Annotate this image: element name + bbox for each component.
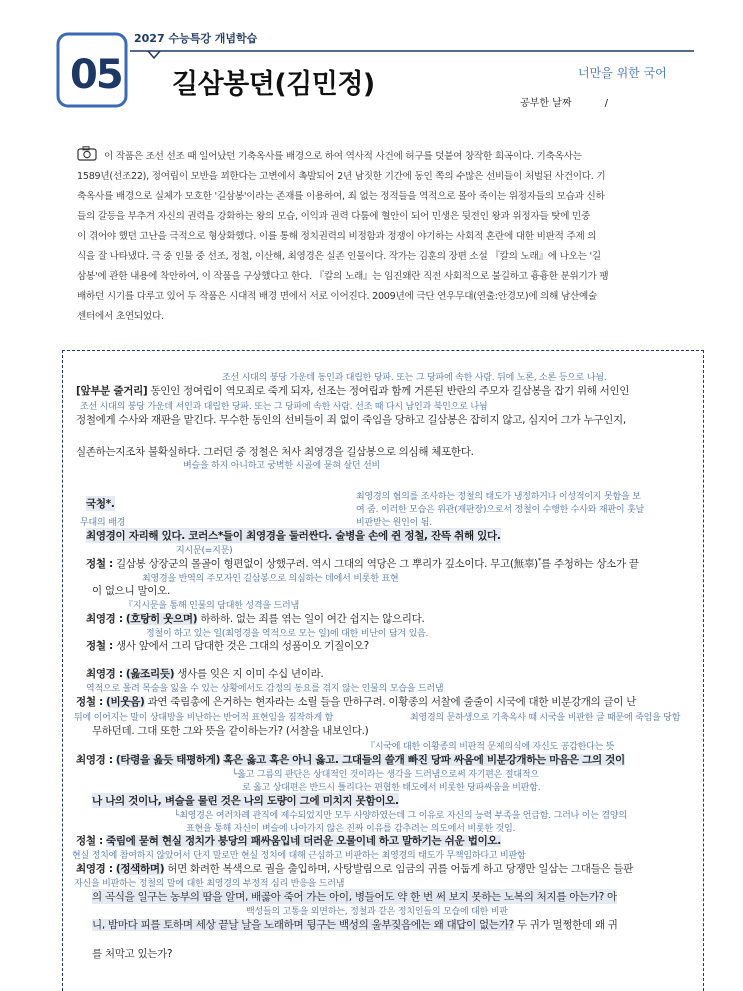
intro-line: 들의 갈등을 부추겨 자신의 권력을 강화하는 왕의 모습, 이익과 권력 다툼에 혈안이 되어 민생은 뒷전인 왕과 위정자들 탓에 민중 [77,211,591,222]
annotation [174,808,627,821]
footnote-mark: * [537,556,542,565]
annotation: 조선 시대의 붕당 가운데 서인과 대립한 당파. 또는 그 당파에 속한 사람. 선조 때 다시 남인과 북인으로 나뉨 [80,402,488,412]
annotation-bracket: └ [232,770,238,780]
annotation [232,767,539,780]
dialogue-line [76,861,633,876]
annotation: 뒤에 이어지는 말이 상대방을 비난하는 반어적 표현임을 짐작하게 함 [74,713,334,723]
stage-direction: (정색하며) [115,863,165,875]
intro-line: 1589년(선조22), 정여립이 모반을 꾀한다는 고변에서 촉발되어 2년 남짓한 기간에 동인 쪽의 수많은 선비들이 처벌된 사건이다. 기 [77,171,606,182]
dialogue-text: 를 주청하는 상소가 끝 [541,558,639,570]
intro-line: 이 겪어야 했던 고난을 극적으로 형상화했다. 이를 통해 정치권력의 비정함과 정쟁이 야기하는 사회적 혼란에 대한 비판적 주제 의 [77,231,597,242]
summary-line: 실존하는지조차 불확실하다. 그러던 중 정철은 처사 최영경을 길삼봉으로 의심해 체포한다. [76,446,474,458]
dialogue-line: 나 나의 것이나, 벼슬을 물린 것은 나의 도량이 그에 미치지 못함이오. [92,795,399,807]
series-label: 2027 수능특강 개념학습 [134,32,258,45]
dialogue-text: 하하하. 없는 죄를 엮는 일이 여간 쉽지는 않으리다. [200,613,425,625]
dialogue-line: 이 없으니 말이오. [92,585,171,597]
speaker: 정철 : [76,696,103,708]
annotation [124,598,299,611]
dialogue-line: 를 처막고 있는가? [92,948,173,960]
dialogue-text: 허면 화려한 복색으로 궐을 출입하며, 사탕발림으로 임금의 귀를 어둡게 하고 당쟁만 일삼는 그대들은 들판 [167,863,634,875]
intro-line: 삼봉'에 관한 내용에 착안하여, 이 작품을 구상했다고 한다. 『칼의 노래』는 임진왜란 직전 사회적으로 불길하고 흉흉한 분위기가 팽 [77,271,609,282]
annotation-bracket: 『 [124,601,133,611]
stage-direction: 최영경이 자리해 있다. 코러스*들이 최영경을 둘러싼다. 술병을 손에 쥔 정철, 잔뜩 취해 있다. [86,530,501,542]
brand-label: 너만을 위한 국어 [578,66,667,80]
stage-direction: (서찰을 내보인다.) [285,725,369,737]
annotation: 최영경의 문하생으로 기축옥사 때 시국을 비판한 글 때문에 죽임을 당함 [410,713,681,723]
speaker: 최영경 : [76,863,113,875]
dialogue-text: 생사를 잊은 지 이미 수십 년이라. [177,668,324,680]
annotation-text: 최영경은 여러차례 관직에 제수되었지만 모두 사양하였는데 그 이유로 자신의 능력 부족을 언급함. 그러나 이는 겸양의 [179,811,627,821]
intro-line: 식을 잘 나타냈다. 극 중 인물 중 선조, 정철, 이산해, 최영경은 실존 인물이다. 작가는 김훈의 장편 소설 『칼의 노래』에 나오는 '길 [77,251,601,262]
dialogue-line [92,723,368,738]
speaker: 최영경 : [86,668,123,680]
annotation-bracket: 『 [366,742,375,752]
summary-text: 동인인 정여립이 역모죄로 죽게 되자, 선조는 정여립과 함께 거론된 반란의 주모자 길삼봉을 잡기 위해 서인인 [150,385,630,397]
annotation: 역적으로 몰려 목숨을 잃을 수 있는 상황에서도 감정의 동요를 겪지 않는 인물의 모습을 드러냄 [86,684,444,694]
dialogue-text: 죽림에 묻혀 현실 정치가 붕당의 패싸움입네 더러운 오물이네 하고 말하기는 쉬운 법이오. [106,835,501,847]
annotation: 무대의 배경 [80,518,126,528]
annotation: 정철이 하고 있는 일(최영경을 역적으로 모는 일)에 대한 비난이 담겨 있음. [146,629,429,639]
dialogue-text: 생사 앞에서 그리 담대한 것은 그대의 성품이오 기질이오? [116,640,369,652]
dialogue-text: 니, 밤마다 피를 토하며 세상 끝날 날을 노래하며 뒹구는 백성의 울부짖음에는 왜 대답이 없는가? [92,919,514,931]
speaker: 정철 : [76,835,103,847]
dialogue-line [86,666,323,681]
dialogue-text: 무하던데. 그대 또한 그와 뜻을 같이하는가? [92,725,283,737]
annotation-text: 지시문을 통해 인물의 담대한 성격을 드러냄 [132,601,300,611]
dialogue-line [76,833,501,848]
intro-line: 센터에서 초연되었다. [77,311,164,322]
annotation: 표현을 통해 자신이 벼슬에 나아가지 않은 진짜 이유를 감추려는 의도에서 비롯한 것임. [186,824,516,834]
stage-direction: (읊조리듯) [125,668,175,680]
study-date-sep: / [604,98,609,109]
annotation: 비판받는 원인이 됨. [356,518,432,528]
dialogue-text: 과연 죽림총에 은거하는 현자라는 소릴 들을 만하구려. 이황종의 서찰에 줄줄이 시국에 대한 비분강개의 글이 난 [147,696,637,708]
intro-line: 이 작품은 조선 선조 때 일어났던 기축옥사를 배경으로 하여 역사적 사건에 허구를 덧붙여 창작한 희곡이다. 기축옥사는 [104,151,582,162]
annotation: 조선 시대의 붕당 가운데 동인과 대립한 당파. 또는 그 당파에 속한 사람. 뒤에 노론, 소론 등으로 나뉨. [222,373,607,383]
annotation: 최영경의 혐의를 조사하는 정철의 태도가 냉정하거나 이성적이지 못함을 보 [356,492,641,502]
study-date-label: 공부한 날짜 [520,98,572,109]
page-title: 길삼봉뎐(김민정) [172,69,375,100]
lesson-number-text: 05 [70,52,122,98]
annotation [366,739,614,752]
dialogue-line [86,638,369,653]
lesson-number [70,52,122,98]
stage-direction: (비웃음) [106,696,145,708]
intro-line: 배하던 시기를 다루고 있어 두 작품은 시대적 배경 면에서 서로 이어진다. 2009년에 극단 연우무대(연출:안경모)에 의해 남산예술 [77,291,598,302]
camera-icon [77,146,97,161]
annotation-text: 옳고 그름의 판단은 상대적인 것이라는 생각을 드러냄으로써 자기편은 절대적으 [237,770,539,780]
dialogue-text: 두 귀가 멀쩡한데 왜 귀 [516,919,618,931]
speaker: 최영경 : [76,754,113,766]
stage-direction: (타령을 읊듯 태평하게) [115,754,221,766]
study-date [520,94,608,109]
dialogue-text: 길삼봉 상장군의 몰골이 형편없이 상했구려. 역시 그대의 역당은 그 뿌리가 깊소이다. 무고(無辜) [116,558,538,570]
annotation: 로 옳고 상대편은 반드시 틀리다는 편협한 태도에서 비롯한 당파싸움을 비판함. [242,783,541,793]
annotation: 현실 정치에 참여하지 않았어서 단지 말로만 현실 정치에 대해 근심하고 비판하는 최영경의 태도가 무책임하다고 비판함 [72,851,526,861]
summary-line: 정철에게 수사와 재판을 맡긴다. 무수한 동인의 선비들이 죄 없이 죽임을 당하고 길삼봉은 잡히지 않고, 심지어 그가 누구인지, [76,414,626,426]
summary-label: [앞부분 줄거리] [76,385,148,397]
annotation: 최영경을 반역의 주모자인 길삼봉으로 의심하는 데에서 비롯한 표현 [142,574,399,584]
annotation: 자신을 비판하는 정철의 말에 대한 최영경의 부정적 심리 반응을 드러냄 [74,879,345,889]
annotation: 백성들의 고통을 외면하는, 정철과 같은 정치인들의 모습에 대한 비판 [246,907,508,917]
dialogue-text: 혹은 옳고 혹은 아니 옳고. 그대들의 쓸개 빠진 당파 싸움에 비분강개하는 마음은 그의 것이 [223,754,625,766]
dialogue-line [86,611,425,626]
dialogue-line [76,694,636,709]
annotation: 지시문(=지문) [176,546,233,556]
speaker: 최영경 : [86,613,123,625]
annotation-bracket: └ [174,811,180,821]
dialogue-line [92,917,618,932]
speaker: 정철 : [86,558,113,570]
annotation: 벼슬을 하지 아니하고 궁벽한 시골에 묻혀 살던 선비 [183,461,381,471]
summary-line [76,383,629,398]
stage-direction: (호탕히 웃으며) [125,613,198,625]
speaker: 정철 : [86,640,113,652]
dialogue-line: 의 곡식을 일구는 농부의 땀을 알며, 배곯아 죽어 가는 아이, 병들어도 약 한 번 써 보지 못하는 노복의 처지를 아는가? 아 [92,891,617,903]
annotation: 여 줌. 이러한 모습은 위관(재판장)으로서 정철이 수행한 수사와 재판이 훗날 [356,505,645,515]
annotation-text: 시국에 대한 이황종의 비판적 문제의식에 자신도 공감한다는 뜻 [374,742,615,752]
intro-line: 축옥사를 배경으로 실체가 모호한 '길삼봉'이라는 존재를 이용하여, 죄 없는 정적들을 역적으로 몰아 죽이는 위정자들의 모습과 신하 [77,191,605,202]
scene-label: 국청*. [86,498,115,510]
dialogue-line [76,752,625,767]
dialogue-line [86,556,639,571]
